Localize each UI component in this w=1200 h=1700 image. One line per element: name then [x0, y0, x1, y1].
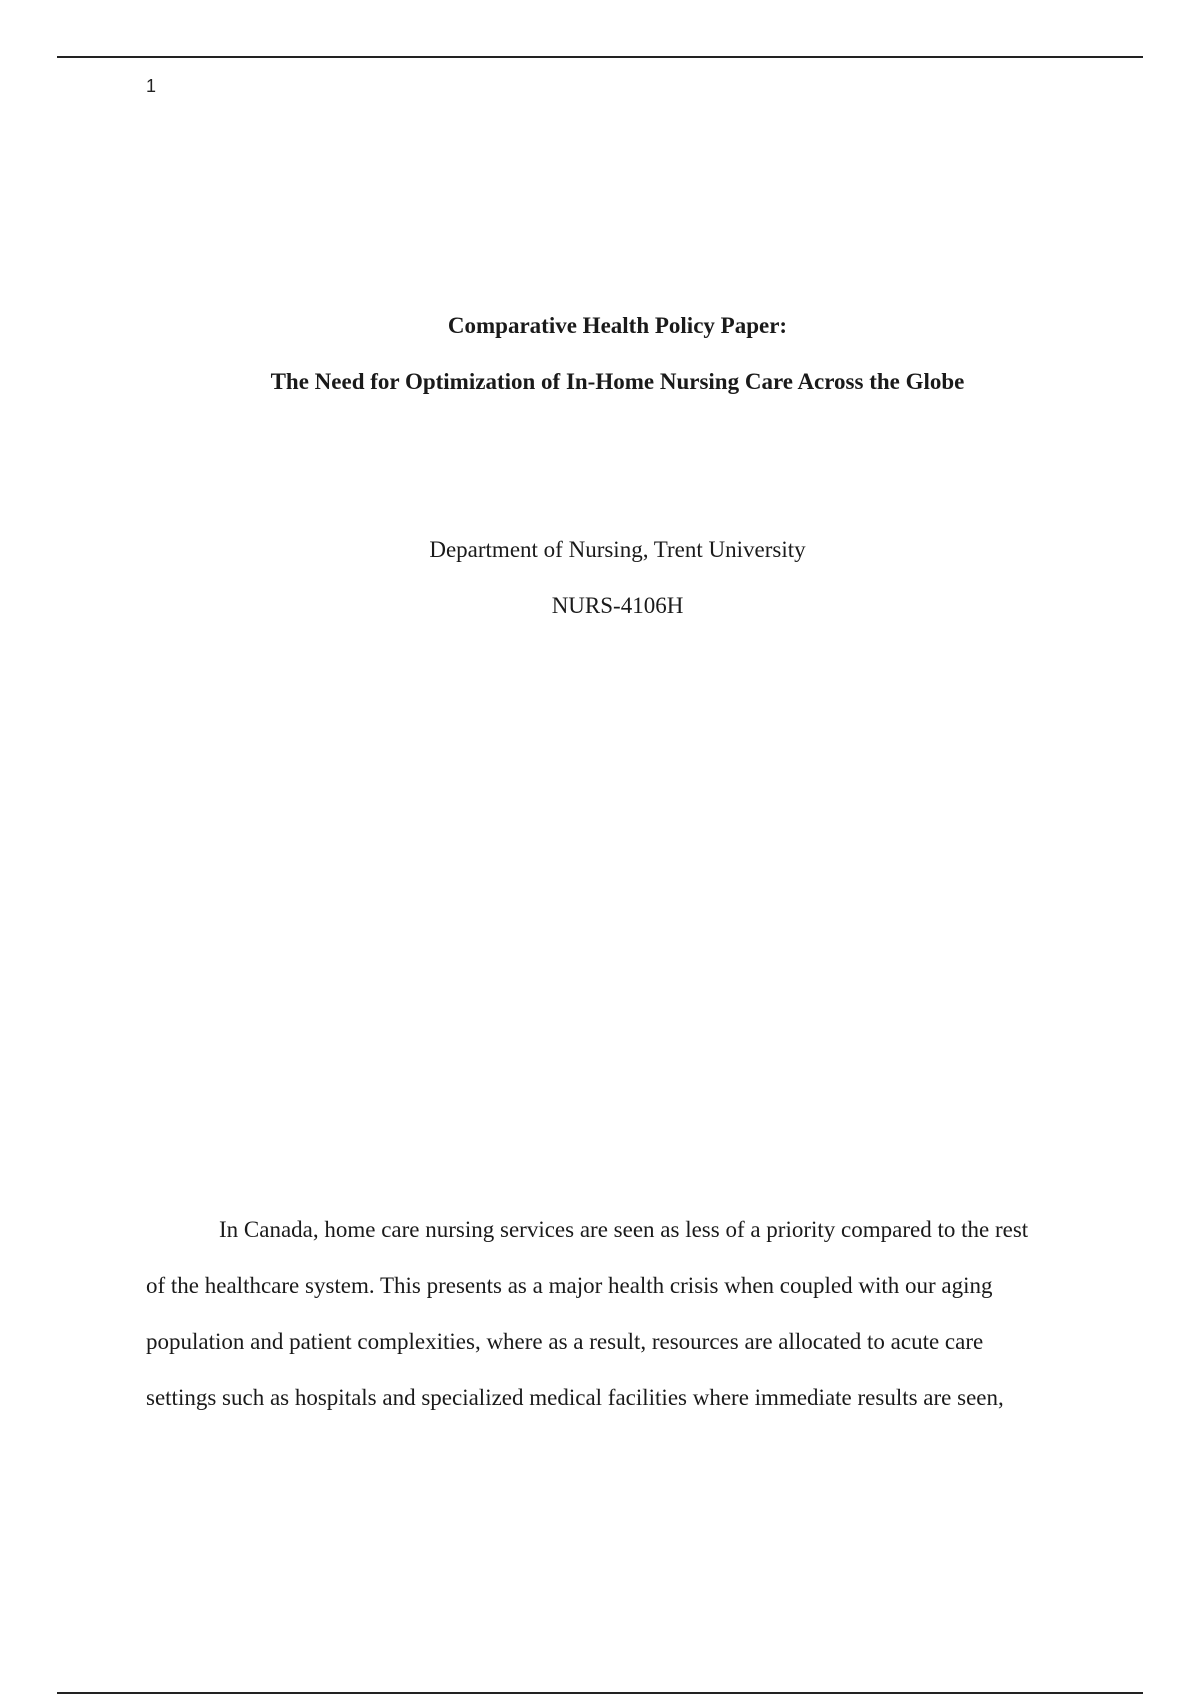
paper-title: Comparative Health Policy Paper: — [447, 313, 788, 338]
body-paragraph — [146, 1202, 1086, 1426]
body-line: population and patient complexities, where as a result, resources are allocated to acute care — [146, 1329, 984, 1354]
footer-rule — [57, 1692, 1143, 1694]
course-code: NURS-4106H — [551, 593, 684, 618]
body-line: of the healthcare system. This presents as a major health crisis when coupled with our aging — [146, 1273, 993, 1298]
header-rule — [57, 56, 1143, 58]
department-line: Department of Nursing, Trent University — [429, 537, 806, 562]
page-number: 1 — [146, 76, 157, 96]
body-line: In Canada, home care nursing services are seen as less of a priority compared to the rest — [219, 1217, 1029, 1242]
body-line: settings such as hospitals and specialized medical facilities where immediate results are seen, — [146, 1385, 1004, 1410]
paper-subtitle: The Need for Optimization of In-Home Nursing Care Across the Globe — [270, 369, 965, 394]
